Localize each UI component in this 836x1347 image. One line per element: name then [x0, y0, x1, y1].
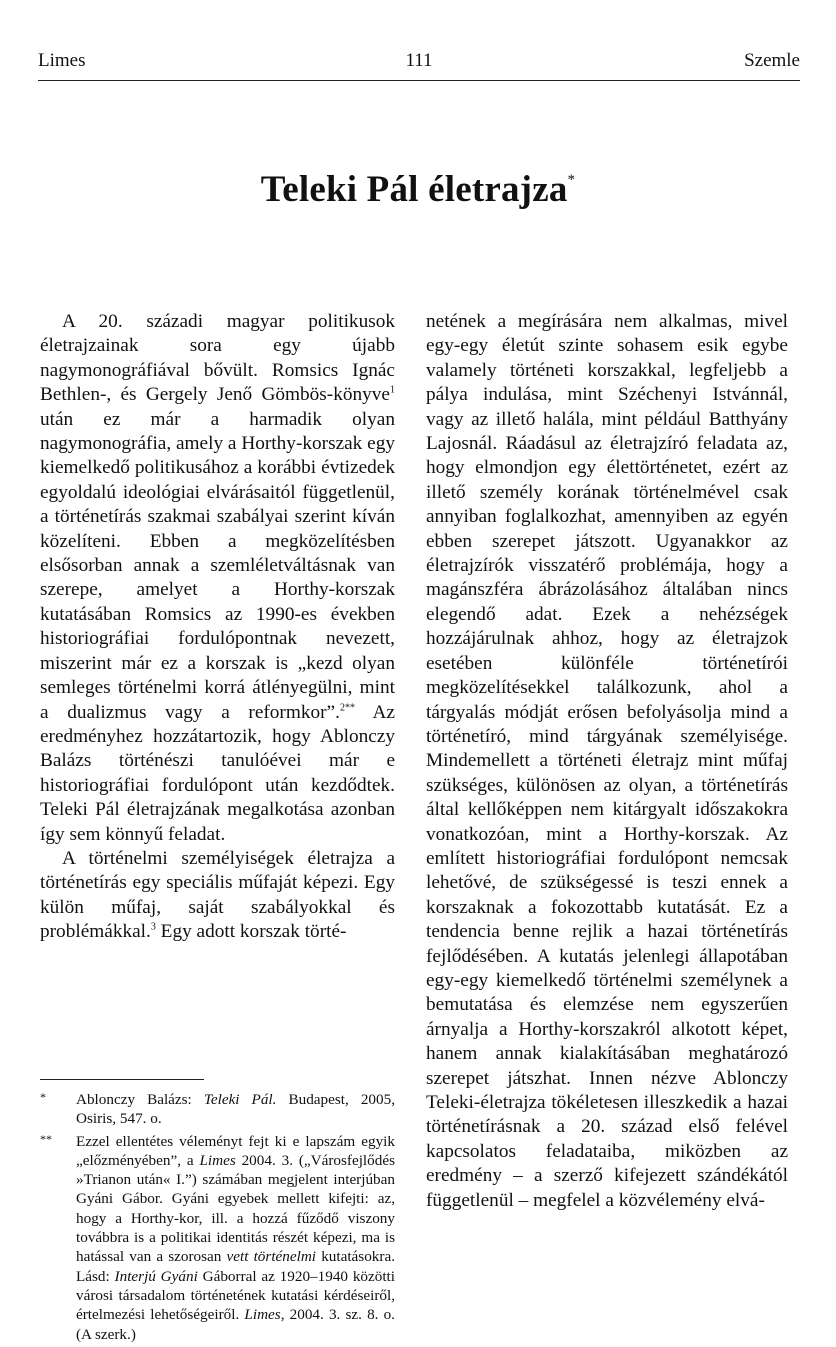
footnote-2-journal: Limes: [199, 1151, 236, 1169]
header-journal-name: Limes: [38, 50, 86, 71]
footnote-2-text-i: 2004. 3. sz. 8. o. (A szerk.): [76, 1306, 395, 1343]
footnote-1: [40, 1090, 395, 1129]
footnotes: [40, 1090, 395, 1347]
footnote-1-text-end: Budapest, 2005, Osiris, 547. o.: [76, 1091, 396, 1128]
left-p2-text: A történelmi személyiségek életrajza a történetírás egy speciális műfaját képezi. Egy külön műfaj, saját szabályokkal és problémákkal.: [40, 847, 395, 943]
left-paragraph-2: [40, 847, 395, 945]
header-page-number: 111: [405, 50, 433, 71]
header-rule: [38, 80, 800, 81]
footnote-2-italic-f: Interjú Gyáni: [114, 1267, 198, 1285]
left-p1-text-c: Az eredményhez hozzátartozik, hogy Ablonczy Balázs történészi tanulóévei már e historiográfiai fordulópont után kezdődtek. Teleki Pál életrajzának megalkotása azonban így sem könnyű feladat.: [40, 701, 395, 845]
footnote-2-italic-d: vett történelmi: [226, 1248, 317, 1266]
footnote-ref-1: 1: [390, 384, 395, 396]
footnote-1-mark: *: [40, 1090, 46, 1104]
running-header: [38, 48, 800, 74]
left-column: [40, 310, 395, 945]
footnote-2: [40, 1132, 395, 1344]
footnote-rule: [40, 1079, 204, 1080]
article-title-text: Teleki Pál életrajza: [260, 169, 568, 210]
footnote-ref-3: 3: [150, 921, 156, 933]
right-paragraph-1: netének a megírására nem alkalmas, mivel egy-egy életút szinte sohasem esik egybe valamely történeti korszakkal, legfeljebb a pálya indulása, mint Széchenyi Istvánnál, vagy az illető halála, mint például Batthyány Lajosnál. Ráadásul az életrajzíró feladata az, hogy elmondjon egy élettörténetet, ezért az illető személy korának történelmével csak annyiban foglalkozhat, amennyiben az egyén ebben szerepet játszott. Ugyanakkor az életrajzírók visszatérő problémája, hogy a magánszféra ábrázolásához általában nincs elegendő adat. Ezek a nehézségek hozzájárulnak ahhoz, hogy az életrajzok esetében különféle történetírói megközelítésekkel találkozunk, ahol a tárgyalás módját erősen befolyásolja mind a történetíró, mind tárgyának személyisége. Mindemellett a történeti életrajz mint műfaj szükséges, különösen az olyan, a történetírás által kellőképpen nem kitárgyalt időszakokra vonatkozóan, mint a Horthy-korszak. Az említett historiográfiai fordulópont nemcsak lehetővé, de szükségessé is teszi ennek a korszaknak a fokozottabb kutatását. Ez a tendencia benne rejlik a hazai történetírás fejlődésében. A kutatás jelenlegi állapotában egy-egy kiemelkedő történelmi személynek a bemutatása és elemzése nem egyszerűen árnyalja a Horthy-korszakról alkotott képet, hanem annak kialakításában meghatározó szerepet játszhat. Innen nézve Ablonczy Teleki-életrajza tökéletesen illeszkedik a hazai történetírásnak a 20. század első felével kapcsolatos feladataiba, miközben az eredmény – a szerző kifejezett szándékától függetlenül – megfelel a közvélemény elvá-: [426, 311, 788, 1211]
header-section-name: Szemle: [744, 50, 800, 71]
footnote-1-title: Teleki Pál.: [203, 1091, 277, 1108]
article-title: [0, 168, 836, 211]
left-p1-text-b: után ez már a harmadik olyan nagymonográfia, amely a Horthy-korszak egy kiemelkedő politikusához a korábbi évtizedek egyoldalú ideológiai elvárásaitól függetlenül, a történetírás szakmai szabályai szerint kíván közelíteni. Ebben a megközelítésben elsősorban annak a szemléletváltásnak van szerepe, amelyet a Horthy-korszak kutatásában Romsics az 1990-es években historiográfiai fordulópontnak nevezett, miszerint már ez a korszak is „kezd olyan semleges történelmi korrá átlényegülni, mint a dualizmus vagy a reformkor”.: [40, 408, 395, 723]
footnote-2-text-a: Ezzel ellentétes véleményt fejt ki e lapszám egyik „előzményében”, a: [76, 1132, 395, 1169]
footnote-2-text-e: kutatásokra. Lásd:: [76, 1248, 395, 1285]
title-footnote-mark: *: [567, 171, 576, 188]
left-paragraph-1: [40, 310, 395, 847]
footnote-1-text: Ablonczy Balázs:: [76, 1091, 204, 1108]
footnote-2-text-g: Gáborral az 1920–1940 közötti városi társadalom történetének kutatási kérdéseiről, értelmezési lehetőségeiről.: [76, 1267, 395, 1324]
right-column: [426, 310, 788, 1213]
footnote-ref-2: 2**: [339, 702, 355, 714]
left-p1-text: A 20. századi magyar politikusok életrajzainak sora egy újabb nagymonográfiával bővült. Romsics Ignác Bethlen-, és Gergely Jenő Gömbös-könyve: [40, 311, 395, 406]
footnote-2-text-c: 2004. 3. („Városfejlődés »Trianon után« I.”) számában megjelent interjúban Gyáni Gábor. Gyáni egyebek mellett kifejti: az, hogy a Horthy-kor, ill. a hozzá fűződő viszony továbbra is a politikai identitás részét képezi, ma is hatással van a szorosan: [76, 1151, 395, 1266]
footnote-2-mark: **: [40, 1131, 52, 1146]
footnote-2-journal-2: Limes,: [244, 1306, 285, 1324]
left-p2-text-b: Egy adott korszak törté-: [155, 921, 347, 943]
